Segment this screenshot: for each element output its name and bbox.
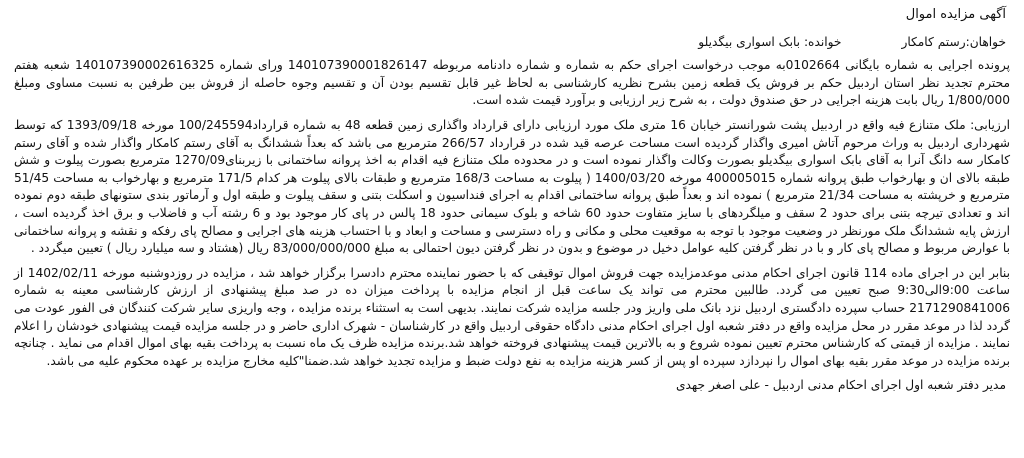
auction-terms-paragraph: بنابر این در اجرای ماده 114 قانون اجرای احکام مدنی موعدمزایده جهت فروش اموال توقیفی که با حضور نماینده محترم دادسرا برگزار خواهد شد ، مزایده در روزدوشنبه مورخه 1402/02/11 از ساعت 9:00الی9:30 صبح تعیین می گردد. طالبین محترم می تواند یک ساعت قبل از انجام مزایده با پرداخت میزان ده در صد مبلغ پیشنهادی از ارزش کارشناسی معینه به شماره 2171290841006 حساب سپرده دادگستری اردبیل نزد بانک ملی واریز ودر جلسه مزایده شرکت نمایند. بدیهی است به استثناء برنده مزایده ، وجه واریزی سایر شرکت کنندگان فی الفور عودت می گردد لذا در موعد مقرر در محل مزایده واقع در دفتر شعبه اول اجرای احکام مدنی دادگاه حقوقی اردبیل واقع در کارشناسان - شهرک اداری حاضر و در جلسه مزایده قیمت پیشنهادی خودشان را اعلام نمایند . مزایده از قیمتی که کارشناس محترم تعیین نموده شروع و به بالاترین قیمت پیشنهادی فروخته خواهد شد.برنده مزایده ظرف یک ماه نسبت به پرداخت بقیه بهای اموال اقدام می نماید . چنانچه برنده مزایده در موعد مقرر بقیه بهای اموال را نپردازد سپرده او پس از کسر هزینه مزایده به نفع دولت ضبط و مزایده تجدید خواهد شد.ضمنا"کلیه مخارج مزایده بر عهده محکوم علیه می باشد. bbox=[14, 265, 1010, 368]
appraisal-paragraph: ارزیابی: ملک متنازع فیه واقع در اردبیل پشت شورانستر خیابان 16 متری ملک مورد ارزیابی دارای قرارداد واگذاری زمین قطعه 48 به شماره قرارداد100/245594 مورخه 1393/09/18 که توسط شهرداری اردبیل به وراث مرحوم آتاش امیری واگذار گردیده است مساحت عرصه قید شده در قرارداد 266/57 مترمربع می باشد که بعداً ششدانگ به آقای رستم کامکار واگذار شده و آقای رستم کامکار سه دانگ آنرا به آقای بابک اسواری بیگدیلو بصورت وکالت واگذار نموده است و در محدوده ملک متنازع فیه اقدام به اخذ پروانه ساختمانی با زیربنای1270/09 مترمربع بصورت پیلوت و شش طبقه بالای ان و بهارخواب طبق پروانه شماره 400005015 مورخه 1400/03/20 ( پیلوت به مساحت 168/3 مترمربع و طبقات بالای پیلوت هر کدام 171/5 مترمربع و بهارخواب به مساحت 51/45 مترمربع و خرپشته به مساحت 21/34 مترمربع ) نموده اند و بعداً طبق پروانه ساختمانی اقدام به اجرای فنداسیون و اسکلت بتنی و سقف پیلوت و طبقه اول و آرماتور بندی ستونهای طبقه دوم نموده اند و تعدادی تیرچه بتنی برای حدود 2 سقف و میلگردهای با سایز متفاوت حدود 60 شاخه و بلوک سیمانی حدود 18 پالس در پای کار موجود بود و 6 رشته آب و فاضلاب و برق اخذ گردیده است ، ارزش پایه ششدانگ ملک مورنظر در وضعیت موجود با توجه به موقعیت محلی و مکانی و راه دسترسی و مساحت و ابعاد و با احتساب هزینه های اجرایی و مصالح پای رفکه و نقشه و پروانه ساختمانی با عوارض مربوط و مصالح پای کار و با در نظر گرفتن کلیه عوامل دخیل در موضوع و بدون در نظر گرفتن دیون احتمالی به مبلغ 83/000/000/000 ریال (هشتاد و سه میلیارد ریال ) تعیین میگردد . bbox=[14, 117, 1011, 256]
defendant-name: خوانده: بابک اسواری بیگدیلو bbox=[698, 34, 842, 49]
signature-line: مدیر دفتر شعبه اول اجرای احکام مدنی اردبیل - علی اصغر جهدی bbox=[676, 378, 1006, 393]
case-paragraph: پرونده اجرایی به شماره بایگانی 0102664به موجب درخواست اجرای حکم به شماره و شماره دادنامه مربوطه 140107390001826147 ورای شماره 140107390002616325 شعبه هفتم محترم تجدید نظر استان اردبیل حکم بر فروش یک قطعه زمین بشرح نظریه کارشناسی به لحاظ غیر قابل تقسیم بودن آن و تقسیم وجوه حاصله از فروش بین طرفین به نسبت مساوی ومبلغ 1/800/000 ریال بابت هزینه اجرایی در حق صندوق دولت ، به شرح زیر ارزیابی و برآورد قیمت شده است. bbox=[14, 58, 1011, 108]
applicant-name: خواهان:رستم کامکار bbox=[901, 34, 1006, 49]
parties-line bbox=[14, 34, 1010, 52]
notice-title: آگهی مزایده اموال bbox=[905, 7, 1006, 22]
